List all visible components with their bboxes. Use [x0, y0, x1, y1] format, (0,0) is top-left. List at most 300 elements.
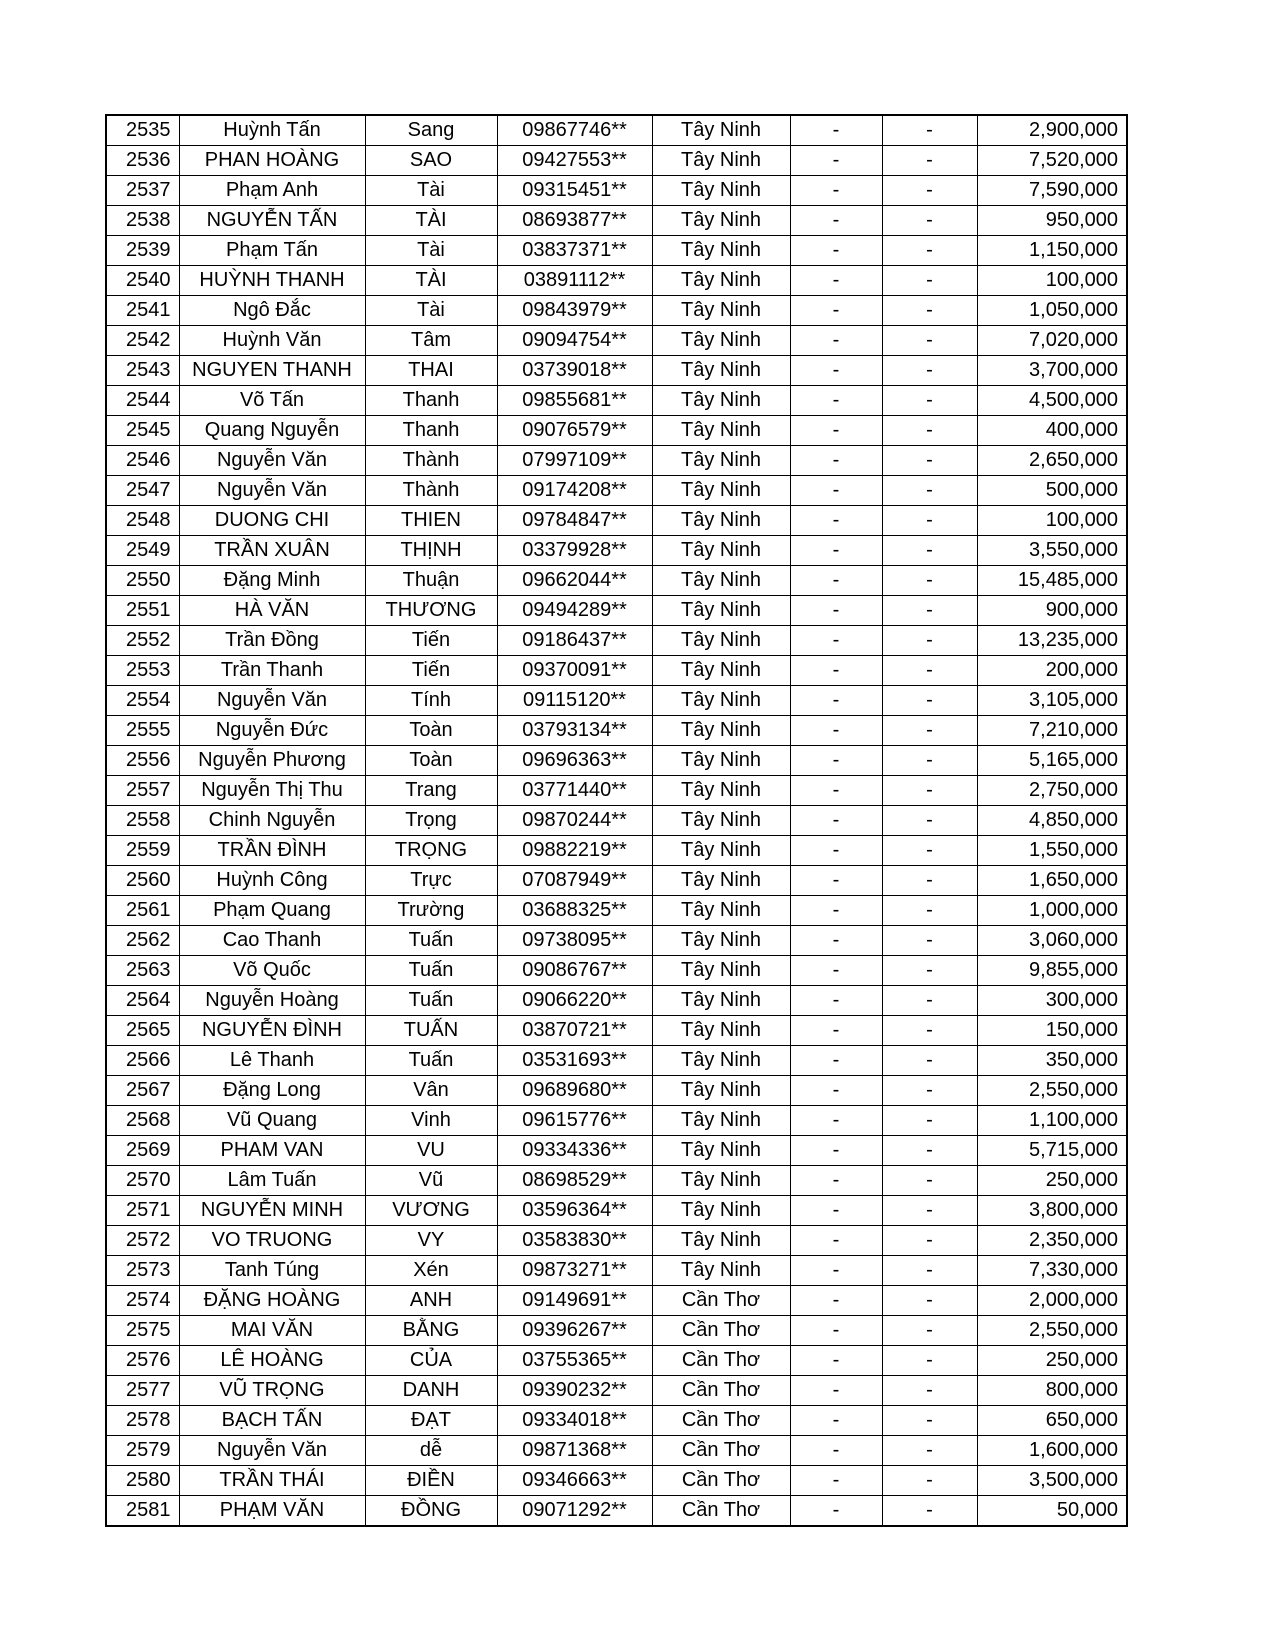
given-name-cell: ĐIỀN: [365, 1466, 497, 1496]
surname-cell: TRẦN THÁI: [179, 1466, 365, 1496]
surname-cell: HUỲNH THANH: [179, 266, 365, 296]
province-cell: Tây Ninh: [652, 806, 790, 836]
amount-cell: 50,000: [977, 1496, 1127, 1527]
phone-cell: 09115120**: [497, 686, 652, 716]
surname-cell: Phạm Quang: [179, 896, 365, 926]
row-number: 2565: [106, 1016, 179, 1046]
given-name-cell: Vinh: [365, 1106, 497, 1136]
surname-cell: NGUYỄN MINH: [179, 1196, 365, 1226]
amount-cell: 7,020,000: [977, 326, 1127, 356]
phone-cell: 09370091**: [497, 656, 652, 686]
table-row: [106, 1016, 1127, 1046]
row-number: 2543: [106, 356, 179, 386]
row-number: 2552: [106, 626, 179, 656]
surname-cell: Đặng Minh: [179, 566, 365, 596]
phone-cell: 03793134**: [497, 716, 652, 746]
row-number: 2549: [106, 536, 179, 566]
phone-cell: 09662044**: [497, 566, 652, 596]
row-number: 2553: [106, 656, 179, 686]
dash-cell-1: -: [790, 386, 882, 416]
province-cell: Tây Ninh: [652, 896, 790, 926]
row-number: 2542: [106, 326, 179, 356]
dash-cell-2: -: [882, 1136, 977, 1166]
given-name-cell: Tuấn: [365, 1046, 497, 1076]
table-row: [106, 1226, 1127, 1256]
phone-cell: 03739018**: [497, 356, 652, 386]
dash-cell-1: -: [790, 1286, 882, 1316]
amount-cell: 250,000: [977, 1346, 1127, 1376]
dash-cell-1: -: [790, 266, 882, 296]
amount-cell: 350,000: [977, 1046, 1127, 1076]
amount-cell: 1,000,000: [977, 896, 1127, 926]
phone-cell: 03596364**: [497, 1196, 652, 1226]
given-name-cell: Toàn: [365, 746, 497, 776]
dash-cell-2: -: [882, 1496, 977, 1527]
province-cell: Tây Ninh: [652, 566, 790, 596]
phone-cell: 09390232**: [497, 1376, 652, 1406]
phone-cell: 09149691**: [497, 1286, 652, 1316]
table-body: [106, 115, 1127, 1526]
amount-cell: 2,750,000: [977, 776, 1127, 806]
dash-cell-2: -: [882, 1376, 977, 1406]
given-name-cell: Sang: [365, 115, 497, 146]
amount-cell: 2,550,000: [977, 1316, 1127, 1346]
row-number: 2559: [106, 836, 179, 866]
surname-cell: ĐẶNG HOÀNG: [179, 1286, 365, 1316]
row-number: 2539: [106, 236, 179, 266]
row-number: 2570: [106, 1166, 179, 1196]
given-name-cell: TUẤN: [365, 1016, 497, 1046]
row-number: 2562: [106, 926, 179, 956]
dash-cell-1: -: [790, 236, 882, 266]
amount-cell: 2,000,000: [977, 1286, 1127, 1316]
dash-cell-1: -: [790, 566, 882, 596]
amount-cell: 1,150,000: [977, 236, 1127, 266]
phone-cell: 03870721**: [497, 1016, 652, 1046]
row-number: 2573: [106, 1256, 179, 1286]
surname-cell: PHAM VAN: [179, 1136, 365, 1166]
phone-cell: 03891112**: [497, 266, 652, 296]
province-cell: Tây Ninh: [652, 356, 790, 386]
phone-cell: 09086767**: [497, 956, 652, 986]
given-name-cell: Thành: [365, 476, 497, 506]
dash-cell-1: -: [790, 836, 882, 866]
table-row: [106, 1436, 1127, 1466]
table-row: [106, 956, 1127, 986]
surname-cell: NGUYỄN ĐÌNH: [179, 1016, 365, 1046]
dash-cell-2: -: [882, 236, 977, 266]
row-number: 2577: [106, 1376, 179, 1406]
dash-cell-1: -: [790, 356, 882, 386]
dash-cell-2: -: [882, 896, 977, 926]
recipient-table: [105, 114, 1128, 1527]
surname-cell: Huỳnh Công: [179, 866, 365, 896]
phone-cell: 03837371**: [497, 236, 652, 266]
surname-cell: Nguyễn Văn: [179, 446, 365, 476]
row-number: 2544: [106, 386, 179, 416]
surname-cell: LÊ HOÀNG: [179, 1346, 365, 1376]
dash-cell-1: -: [790, 476, 882, 506]
dash-cell-2: -: [882, 1346, 977, 1376]
given-name-cell: Thành: [365, 446, 497, 476]
province-cell: Tây Ninh: [652, 1076, 790, 1106]
table-row: [106, 836, 1127, 866]
amount-cell: 2,900,000: [977, 115, 1127, 146]
dash-cell-1: -: [790, 1346, 882, 1376]
surname-cell: Trần Thanh: [179, 656, 365, 686]
amount-cell: 5,165,000: [977, 746, 1127, 776]
amount-cell: 1,600,000: [977, 1436, 1127, 1466]
amount-cell: 100,000: [977, 506, 1127, 536]
amount-cell: 300,000: [977, 986, 1127, 1016]
surname-cell: Nguyễn Văn: [179, 686, 365, 716]
province-cell: Tây Ninh: [652, 1256, 790, 1286]
dash-cell-2: -: [882, 1436, 977, 1466]
dash-cell-2: -: [882, 506, 977, 536]
given-name-cell: Tuấn: [365, 986, 497, 1016]
phone-cell: 09186437**: [497, 626, 652, 656]
province-cell: Tây Ninh: [652, 986, 790, 1016]
dash-cell-2: -: [882, 1226, 977, 1256]
table-row: [106, 476, 1127, 506]
phone-cell: 09396267**: [497, 1316, 652, 1346]
row-number: 2571: [106, 1196, 179, 1226]
dash-cell-1: -: [790, 206, 882, 236]
given-name-cell: VU: [365, 1136, 497, 1166]
row-number: 2557: [106, 776, 179, 806]
dash-cell-1: -: [790, 506, 882, 536]
table-row: [106, 686, 1127, 716]
table-row: [106, 1316, 1127, 1346]
dash-cell-1: -: [790, 326, 882, 356]
given-name-cell: Tài: [365, 296, 497, 326]
dash-cell-1: -: [790, 416, 882, 446]
surname-cell: NGUYỄN TẤN: [179, 206, 365, 236]
table-row: [106, 356, 1127, 386]
given-name-cell: BẰNG: [365, 1316, 497, 1346]
surname-cell: VŨ TRỌNG: [179, 1376, 365, 1406]
surname-cell: Trần Đồng: [179, 626, 365, 656]
phone-cell: 09334336**: [497, 1136, 652, 1166]
dash-cell-1: -: [790, 536, 882, 566]
amount-cell: 7,520,000: [977, 146, 1127, 176]
table-row: [106, 326, 1127, 356]
amount-cell: 3,105,000: [977, 686, 1127, 716]
amount-cell: 400,000: [977, 416, 1127, 446]
amount-cell: 7,590,000: [977, 176, 1127, 206]
dash-cell-1: -: [790, 956, 882, 986]
table-row: [106, 296, 1127, 326]
amount-cell: 7,210,000: [977, 716, 1127, 746]
surname-cell: Võ Tấn: [179, 386, 365, 416]
table-row: [106, 806, 1127, 836]
table-row: [106, 1256, 1127, 1286]
dash-cell-1: -: [790, 115, 882, 146]
table-row: [106, 1406, 1127, 1436]
province-cell: Tây Ninh: [652, 146, 790, 176]
row-number: 2579: [106, 1436, 179, 1466]
dash-cell-1: -: [790, 596, 882, 626]
dash-cell-2: -: [882, 986, 977, 1016]
surname-cell: TRẦN ĐÌNH: [179, 836, 365, 866]
table-row: [106, 1166, 1127, 1196]
amount-cell: 1,550,000: [977, 836, 1127, 866]
surname-cell: MAI VĂN: [179, 1316, 365, 1346]
phone-cell: 09870244**: [497, 806, 652, 836]
dash-cell-1: -: [790, 1256, 882, 1286]
dash-cell-2: -: [882, 596, 977, 626]
dash-cell-1: -: [790, 1316, 882, 1346]
table-row: [106, 506, 1127, 536]
dash-cell-2: -: [882, 716, 977, 746]
dash-cell-2: -: [882, 1316, 977, 1346]
surname-cell: PHẠM VĂN: [179, 1496, 365, 1527]
province-cell: Cần Thơ: [652, 1466, 790, 1496]
surname-cell: DUONG CHI: [179, 506, 365, 536]
given-name-cell: Tiến: [365, 656, 497, 686]
row-number: 2536: [106, 146, 179, 176]
row-number: 2537: [106, 176, 179, 206]
dash-cell-2: -: [882, 146, 977, 176]
dash-cell-2: -: [882, 926, 977, 956]
given-name-cell: TÀI: [365, 206, 497, 236]
amount-cell: 13,235,000: [977, 626, 1127, 656]
table-row: [106, 1076, 1127, 1106]
given-name-cell: SAO: [365, 146, 497, 176]
dash-cell-1: -: [790, 1226, 882, 1256]
phone-cell: 09427553**: [497, 146, 652, 176]
amount-cell: 3,060,000: [977, 926, 1127, 956]
dash-cell-2: -: [882, 416, 977, 446]
province-cell: Tây Ninh: [652, 476, 790, 506]
table-row: [106, 776, 1127, 806]
dash-cell-1: -: [790, 866, 882, 896]
dash-cell-2: -: [882, 626, 977, 656]
table-row: [106, 1136, 1127, 1166]
surname-cell: Ngô Đắc: [179, 296, 365, 326]
amount-cell: 3,500,000: [977, 1466, 1127, 1496]
row-number: 2535: [106, 115, 179, 146]
surname-cell: Nguyễn Hoàng: [179, 986, 365, 1016]
province-cell: Tây Ninh: [652, 115, 790, 146]
surname-cell: Phạm Tấn: [179, 236, 365, 266]
province-cell: Tây Ninh: [652, 296, 790, 326]
given-name-cell: Trọng: [365, 806, 497, 836]
given-name-cell: THIEN: [365, 506, 497, 536]
row-number: 2540: [106, 266, 179, 296]
province-cell: Tây Ninh: [652, 1166, 790, 1196]
dash-cell-2: -: [882, 1196, 977, 1226]
row-number: 2561: [106, 896, 179, 926]
dash-cell-1: -: [790, 1466, 882, 1496]
province-cell: Tây Ninh: [652, 506, 790, 536]
dash-cell-1: -: [790, 1406, 882, 1436]
phone-cell: 03771440**: [497, 776, 652, 806]
province-cell: Cần Thơ: [652, 1346, 790, 1376]
amount-cell: 1,650,000: [977, 866, 1127, 896]
province-cell: Tây Ninh: [652, 1196, 790, 1226]
given-name-cell: ĐỒNG: [365, 1496, 497, 1527]
phone-cell: 03688325**: [497, 896, 652, 926]
table-row: [106, 656, 1127, 686]
amount-cell: 950,000: [977, 206, 1127, 236]
province-cell: Tây Ninh: [652, 416, 790, 446]
surname-cell: NGUYEN THANH: [179, 356, 365, 386]
table-row: [106, 596, 1127, 626]
given-name-cell: Tính: [365, 686, 497, 716]
dash-cell-2: -: [882, 536, 977, 566]
surname-cell: PHAN HOÀNG: [179, 146, 365, 176]
phone-cell: 09882219**: [497, 836, 652, 866]
phone-cell: 03531693**: [497, 1046, 652, 1076]
row-number: 2574: [106, 1286, 179, 1316]
province-cell: Cần Thơ: [652, 1376, 790, 1406]
amount-cell: 2,350,000: [977, 1226, 1127, 1256]
dash-cell-1: -: [790, 626, 882, 656]
province-cell: Tây Ninh: [652, 926, 790, 956]
given-name-cell: dễ: [365, 1436, 497, 1466]
dash-cell-1: -: [790, 146, 882, 176]
dash-cell-2: -: [882, 1466, 977, 1496]
table-row: [106, 1286, 1127, 1316]
row-number: 2556: [106, 746, 179, 776]
row-number: 2545: [106, 416, 179, 446]
table-row: [106, 236, 1127, 266]
amount-cell: 4,500,000: [977, 386, 1127, 416]
table-row: [106, 986, 1127, 1016]
phone-cell: 09174208**: [497, 476, 652, 506]
province-cell: Tây Ninh: [652, 836, 790, 866]
table-row: [106, 1496, 1127, 1527]
surname-cell: Lê Thanh: [179, 1046, 365, 1076]
table-row: [106, 1046, 1127, 1076]
dash-cell-1: -: [790, 1376, 882, 1406]
phone-cell: 09867746**: [497, 115, 652, 146]
province-cell: Cần Thơ: [652, 1436, 790, 1466]
dash-cell-1: -: [790, 1046, 882, 1076]
province-cell: Tây Ninh: [652, 746, 790, 776]
row-number: 2547: [106, 476, 179, 506]
dash-cell-2: -: [882, 1256, 977, 1286]
phone-cell: 09738095**: [497, 926, 652, 956]
given-name-cell: Thuận: [365, 566, 497, 596]
phone-cell: 09094754**: [497, 326, 652, 356]
row-number: 2572: [106, 1226, 179, 1256]
dash-cell-1: -: [790, 776, 882, 806]
dash-cell-2: -: [882, 1016, 977, 1046]
row-number: 2566: [106, 1046, 179, 1076]
table-row: [106, 386, 1127, 416]
amount-cell: 3,800,000: [977, 1196, 1127, 1226]
table-row: [106, 1106, 1127, 1136]
dash-cell-2: -: [882, 356, 977, 386]
amount-cell: 2,650,000: [977, 446, 1127, 476]
row-number: 2580: [106, 1466, 179, 1496]
amount-cell: 9,855,000: [977, 956, 1127, 986]
dash-cell-2: -: [882, 446, 977, 476]
row-number: 2551: [106, 596, 179, 626]
dash-cell-2: -: [882, 296, 977, 326]
province-cell: Tây Ninh: [652, 776, 790, 806]
dash-cell-2: -: [882, 566, 977, 596]
phone-cell: 09873271**: [497, 1256, 652, 1286]
dash-cell-1: -: [790, 1196, 882, 1226]
province-cell: Tây Ninh: [652, 1226, 790, 1256]
dash-cell-2: -: [882, 1286, 977, 1316]
province-cell: Tây Ninh: [652, 1046, 790, 1076]
given-name-cell: Toàn: [365, 716, 497, 746]
phone-cell: 09334018**: [497, 1406, 652, 1436]
amount-cell: 2,550,000: [977, 1076, 1127, 1106]
amount-cell: 100,000: [977, 266, 1127, 296]
surname-cell: BẠCH TẤN: [179, 1406, 365, 1436]
given-name-cell: ĐẠT: [365, 1406, 497, 1436]
dash-cell-2: -: [882, 656, 977, 686]
row-number: 2563: [106, 956, 179, 986]
row-number: 2568: [106, 1106, 179, 1136]
province-cell: Cần Thơ: [652, 1286, 790, 1316]
dash-cell-1: -: [790, 896, 882, 926]
amount-cell: 4,850,000: [977, 806, 1127, 836]
given-name-cell: Tài: [365, 236, 497, 266]
row-number: 2554: [106, 686, 179, 716]
given-name-cell: VƯƠNG: [365, 1196, 497, 1226]
phone-cell: 03583830**: [497, 1226, 652, 1256]
amount-cell: 650,000: [977, 1406, 1127, 1436]
given-name-cell: Trường: [365, 896, 497, 926]
province-cell: Cần Thơ: [652, 1316, 790, 1346]
given-name-cell: Trang: [365, 776, 497, 806]
dash-cell-2: -: [882, 686, 977, 716]
row-number: 2576: [106, 1346, 179, 1376]
phone-cell: 09076579**: [497, 416, 652, 446]
surname-cell: Nguyễn Phương: [179, 746, 365, 776]
phone-cell: 09696363**: [497, 746, 652, 776]
dash-cell-1: -: [790, 686, 882, 716]
dash-cell-2: -: [882, 1406, 977, 1436]
given-name-cell: Vân: [365, 1076, 497, 1106]
surname-cell: Huỳnh Tấn: [179, 115, 365, 146]
province-cell: Tây Ninh: [652, 206, 790, 236]
surname-cell: Phạm Anh: [179, 176, 365, 206]
table-row: [106, 176, 1127, 206]
amount-cell: 250,000: [977, 1166, 1127, 1196]
dash-cell-1: -: [790, 716, 882, 746]
surname-cell: Nguyễn Thị Thu: [179, 776, 365, 806]
phone-cell: 07087949**: [497, 866, 652, 896]
province-cell: Tây Ninh: [652, 1106, 790, 1136]
surname-cell: Nguyễn Văn: [179, 1436, 365, 1466]
dash-cell-2: -: [882, 115, 977, 146]
dash-cell-1: -: [790, 1136, 882, 1166]
province-cell: Tây Ninh: [652, 866, 790, 896]
dash-cell-1: -: [790, 176, 882, 206]
dash-cell-1: -: [790, 446, 882, 476]
dash-cell-2: -: [882, 776, 977, 806]
amount-cell: 3,700,000: [977, 356, 1127, 386]
dash-cell-2: -: [882, 326, 977, 356]
dash-cell-1: -: [790, 1016, 882, 1046]
amount-cell: 1,050,000: [977, 296, 1127, 326]
row-number: 2538: [106, 206, 179, 236]
phone-cell: 09615776**: [497, 1106, 652, 1136]
province-cell: Tây Ninh: [652, 626, 790, 656]
surname-cell: TRẦN XUÂN: [179, 536, 365, 566]
province-cell: Tây Ninh: [652, 656, 790, 686]
given-name-cell: CỦA: [365, 1346, 497, 1376]
province-cell: Cần Thơ: [652, 1406, 790, 1436]
phone-cell: 09494289**: [497, 596, 652, 626]
